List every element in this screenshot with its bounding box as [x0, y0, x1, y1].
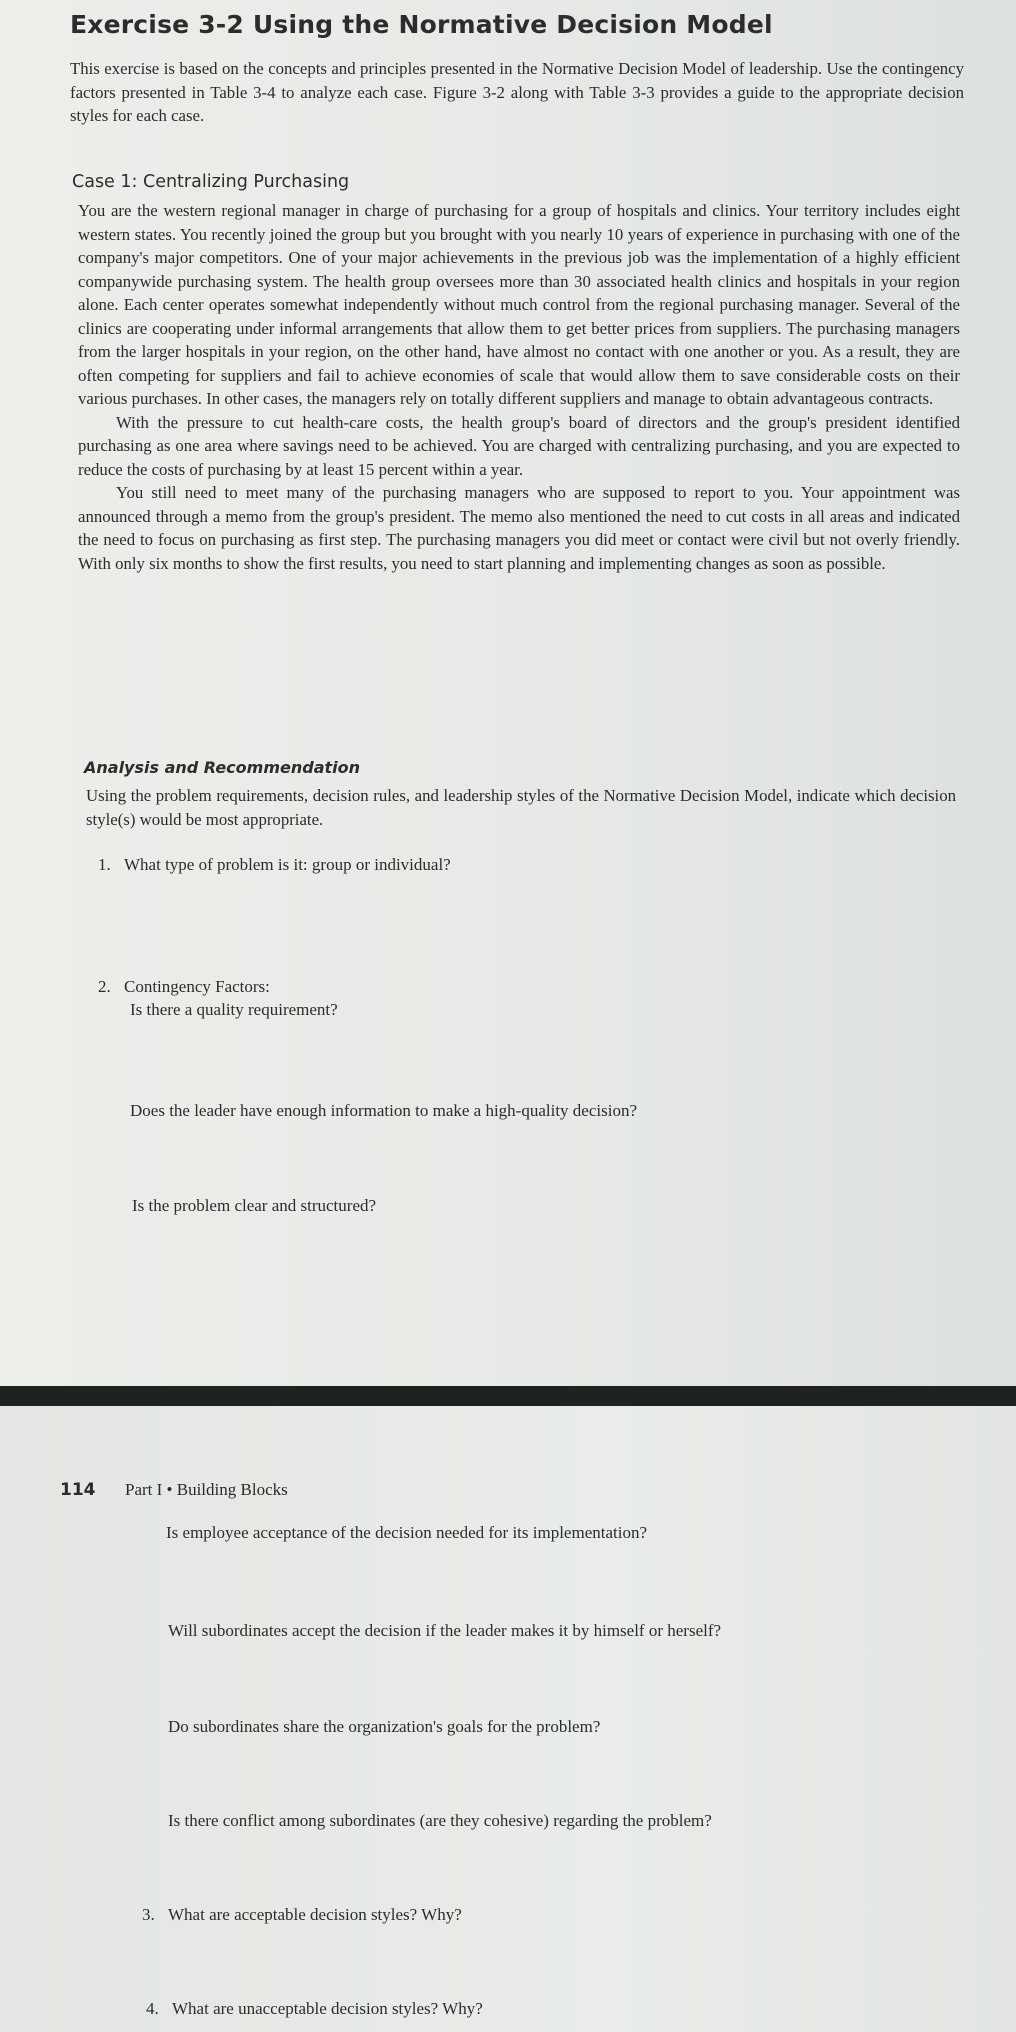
question-3 [142, 1905, 462, 1925]
question-2c: Is the problem clear and structured? [132, 1196, 377, 1215]
question-text: What are unacceptable decision styles? Why? [172, 1999, 483, 2018]
intro-paragraph: This exercise is based on the concepts and principles presented in the Normative Decision Model of leadership. Use the contingency factors presented in Table 3-4 to analyze each case. Figure 3-2 along with Table 3-3 provides a guide to the appropriate decision styles for each case. [70, 59, 964, 125]
question-2 [98, 977, 270, 997]
case-heading: Case 1: Centralizing Purchasing [72, 172, 350, 192]
question-number: 2. [98, 977, 111, 996]
page-number: 114 [60, 1480, 96, 1500]
exercise-title: Exercise 3-2 Using the Normative Decision Model [70, 10, 773, 39]
question-2b: Does the leader have enough information to make a high-quality decision? [130, 1101, 638, 1120]
case-paragraph-3: You still need to meet many of the purchasing managers who are supposed to report to you. Your appointment was announced through a memo from the group's president. The memo also mentioned the need to cut costs in all areas and indicated the need to focus on purchasing as first step. The purchasing managers you did meet or contact were civil but not overly friendly. With only six months to show the first results, you need to start planning and implementing changes as soon as possible. [78, 483, 960, 573]
question-2a: Is there a quality requirement? [130, 1000, 338, 1019]
question-2e: Will subordinates accept the decision if the leader makes it by himself or herself? [168, 1621, 722, 1640]
question-2g: Is there conflict among subordinates (are they cohesive) regarding the problem? [168, 1811, 712, 1830]
question-1 [98, 855, 451, 875]
part-label: Part I • Building Blocks [125, 1480, 288, 1499]
case-paragraph-1: You are the western regional manager in charge of purchasing for a group of hospitals and clinics. Your territory includes eight western states. You recently joined the group but you brought with you nearly 10 years of experience in purchasing with one of the company's major competitors. One of your major achievements in the previous job was the implementation of a highly efficient companywide purchasing system. The health group oversees more than 30 associated health clinics and hospitals in your region alone. Each center operates somewhat independently without much control from the regional purchasing manager. Several of the clinics are cooperating under informal arrangements that allow them to get better prices from suppliers. The purchasing managers from the larger hospitals in your region, on the other hand, have almost no contact with one another or you. As a result, they are often competing for suppliers and fail to achieve economies of scale that would allow them to save considerable costs on their various purchases. In other cases, the managers rely on totally different suppliers and manage to obtain advantageous contracts. [78, 201, 960, 408]
question-text: Contingency Factors: [124, 977, 270, 996]
case-body [78, 199, 960, 575]
question-text: What are acceptable decision styles? Why? [168, 1905, 462, 1924]
question-2f: Do subordinates share the organization's goals for the problem? [168, 1717, 601, 1736]
question-4 [146, 1999, 483, 2019]
case-paragraph-2: With the pressure to cut health-care costs, the health group's board of directors and the group's president identified purchasing as one area where savings need to be achieved. You are charged with centralizing purchasing, and you are expected to reduce the costs of purchasing by at least 15 percent within a year. [78, 412, 960, 479]
analysis-heading: Analysis and Recommendation [84, 758, 360, 777]
page-gutter [0, 1386, 1016, 1406]
question-number: 1. [98, 855, 111, 874]
question-number: 3. [142, 1905, 155, 1924]
question-text: What type of problem is it: group or individual? [124, 855, 451, 874]
question-2d: Is employee acceptance of the decision needed for its implementation? [166, 1523, 647, 1542]
question-number: 4. [146, 1999, 159, 2018]
analysis-instructions: Using the problem requirements, decision rules, and leadership styles of the Normative Decision Model, indicate which decision style(s) would be most appropriate. [86, 786, 956, 829]
